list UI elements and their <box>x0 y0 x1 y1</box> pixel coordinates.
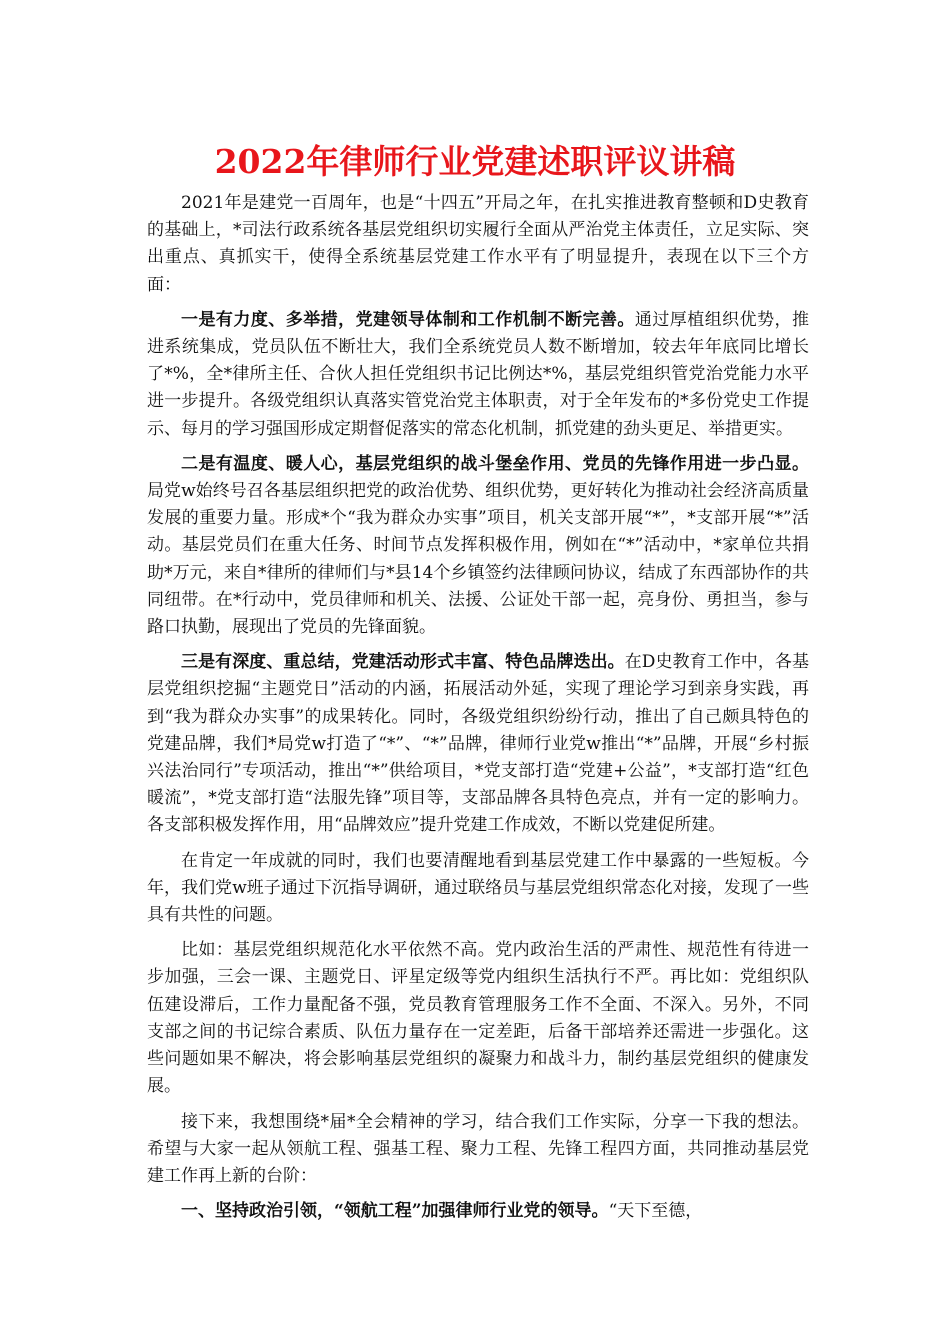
paragraph-point-two <box>147 451 809 641</box>
paragraph-examples <box>147 937 809 1100</box>
paragraph-shortcomings <box>147 848 809 930</box>
document-title: 2022年律师行业党建述职评议讲稿 <box>214 142 736 181</box>
paragraph-text: 接下来，我想围绕*届*全会精神的学习，结合我们工作实际，分享一下我的想法。希望与大家一起从领航工程、强基工程、聚力工程、先锋工程四方面，共同推动基层党建工作再上新的台阶： <box>147 1111 809 1186</box>
paragraph-text: “天下至德， <box>608 1201 703 1222</box>
paragraph-lead: 三是有深度、重总结，党建活动形式丰富、特色品牌迭出。 <box>181 652 625 673</box>
paragraph-text: 比如：基层党组织规范化水平依然不高。党内政治生活的严肃性、规范性有待进一步加强，三会一课、主题党日、评星定级等党内组织生活执行不严。再比如：党组织队伍建设滞后，工作力量配备不强，党员教育管理服务工作不全面、不深入。另外，不同支部之间的书记综合素质、队伍力量存在一定差距，后备干部培养还需进一步强化。这些问题如果不解决，将会影响基层党组织的凝聚力和战斗力，制约基层党组织的健康发展。 <box>147 940 809 1097</box>
paragraph-lead: 一、坚持政治引领，“领航工程”加强律师行业党的领导。 <box>181 1201 609 1222</box>
paragraph-point-three <box>147 649 809 839</box>
paragraph-text: 通过厚植组织优势，推进系统集成，党员队伍不断壮大，我们全系统党员人数不断增加，较去年年底同比增长了*%，全*律所主任、合伙人担任党组织书记比例达*%，基层党组织管党治党能力水平进一步提升。各级党组织认真落实管党治党主体职责，对于全年发布的*多份党史工作提示、每月的学习强国形成定期督促落实的常态化机制，抓党建的劲头更足、举措更实。 <box>147 309 810 439</box>
document-body <box>147 190 809 1233</box>
paragraph-text: 2021年是建党一百周年，也是“十四五”开局之年，在扎实推进教育整顿和D史教育的基础上，*司法行政系统各基层党组织切实履行全面从严治党主体责任，立足实际、突出重点、真抓实干，使得全系统基层党建工作水平有了明显提升，表现在以下三个方面： <box>147 193 809 295</box>
paragraph-lead: 一是有力度、多举措，党建领导体制和工作机制不断完善。 <box>181 309 635 330</box>
paragraph-intro <box>147 190 809 299</box>
paragraph-lead: 二是有温度、暖人心，基层党组织的战斗堡垒作用、党员的先锋作用进一步凸显。 <box>181 453 809 474</box>
paragraph-point-one <box>147 307 809 443</box>
paragraph-text: 在D史教育工作中，各基层党组织挖掘“主题党日”活动的内涵，拓展活动外延，实现了理论学习到亲身实践，再到“我为群众办实事”的成果转化。同时，各级党组织纷纷行动，推出了自己颇具特色的党建品牌，我们*局党w打造了“*”、“*”品牌，律师行业党w推出“*”品牌，开展“乡村振兴法治同行”专项活动，推出“*”供给项目，*党支部打造“党建+公益”，*支部打造“红色暖流”，*党支部打造“法服先锋”项目等，支部品牌各具特色亮点，并有一定的影响力。各支部积极发挥作用，用“品牌效应”提升党建工作成效，不断以党建促所建。 <box>147 652 809 836</box>
paragraph-text: 在肯定一年成就的同时，我们也要清醒地看到基层党建工作中暴露的一些短板。今年，我们党w班子通过下沉指导调研，通过联络员与基层党组织常态化对接，发现了一些具有共性的问题。 <box>147 850 809 926</box>
paragraph-next-steps <box>147 1109 809 1191</box>
paragraph-section-one <box>147 1198 809 1225</box>
paragraph-text: 局党w始终号召各基层组织把党的政治优势、组织优势，更好转化为推动社会经济高质量发展的重要力量。形成*个“我为群众办实事”项目，机关支部开展“*”，*支部开展“*”活动。基层党员们在重大任务、时间节点发挥积极作用，例如在“*”活动中，*家单位共捐助*万元，来自*律所的律师们与*县14个乡镇签约法律顾问协议，结成了东西部协作的共同纽带。在*行动中，党员律师和机关、法援、公证处干部一起，亮身份、勇担当，参与路口执勤，展现出了党员的先锋面貌。 <box>147 481 809 638</box>
